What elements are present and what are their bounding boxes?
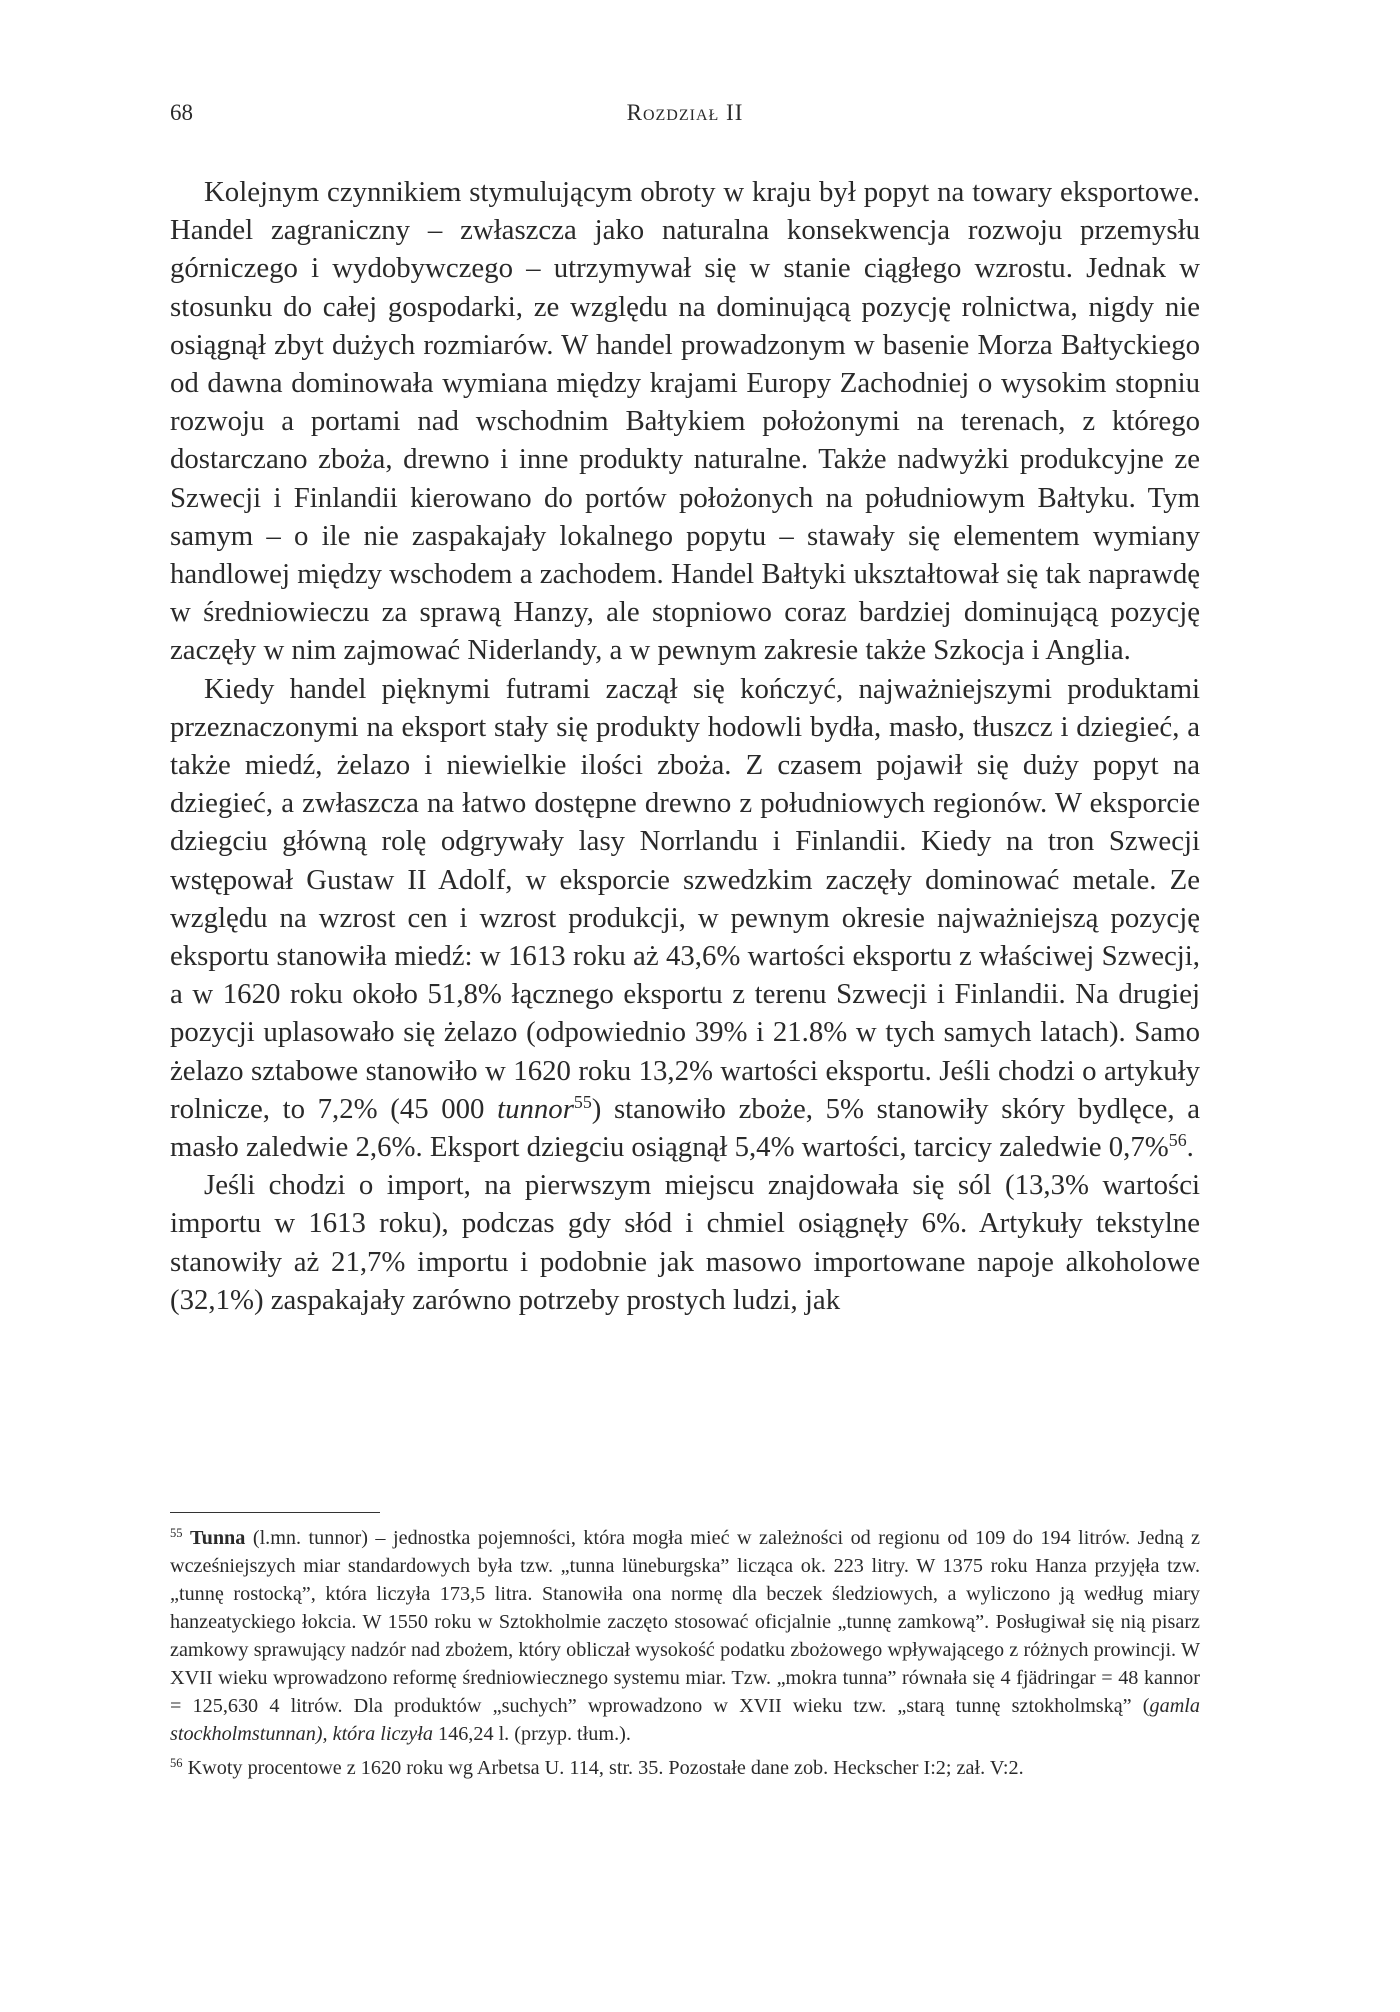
footnote-term: Tunna [189,1527,246,1549]
paragraph [170,670,1200,1167]
footnote-ref-56[interactable]: 56 [1168,1130,1187,1151]
paragraph-text: Jeśli chodzi o import, na pierwszym miejscu znajdowała się sól (13,3% wartości importu w 1613 roku), podczas gdy słód i chmiel osiągnęły 6%. Artykuły tekstylne stanowiły aż 21,7% importu i podobnie jak masowo importowane napoje alkoholowe (32,1%) zaspakajały zarówno potrzeby prostych ludzi, jak [170,1169,1200,1316]
paragraph [170,173,1200,670]
paragraph-text: Kolejnym czynnikiem stymulującym obroty w kraju był popyt na towary eksportowe. Handel zagraniczny – zwłaszcza jako naturalna konsekwencja rozwoju przemysłu górniczego i wydobywczego – utrzymywał się w stanie ciągłego wzrostu. Jednak w stosunku do całej gospodarki, ze względu na dominującą pozycję rolnictwa, nigdy nie osiągnął zbyt dużych rozmiarów. W handel prowadzonym w basenie Morza Bałtyckiego od dawna dominowała wymiana między krajami Europy Zachodniej o wysokim stopniu rozwoju a portami nad wschodnim Bałtykiem położonymi na terenach, z którego dostarczano zboża, drewno i inne produkty naturalne. Także nadwyżki produkcyjne ze Szwecji i Finlandii kierowano do portów położonych na południowym Bałtyku. Tym samym – o ile nie zaspakajały lokalnego popytu – stawały się elementem wymiany handlowej między wschodem a zachodem. Handel Bałtyki ukształtował się tak naprawdę w średniowieczu za sprawą Hanzy, ale stopniowo coraz bardziej dominującą pozycję zaczęły w nim zajmować Niderlandy, a w pewnym zakresie także Szkocja i Anglia. [170,176,1200,667]
footnote-text: Kwoty procentowe z 1620 roku wg Arbetsa U. 114, str. 35. Pozostałe dane zob. Heckscher I:2; zał. V:2. [182,1757,1024,1779]
footnote-56 [170,1754,1200,1782]
paragraph-text: Kiedy handel pięknymi futrami zaczął się kończyć, najważniejszymi produktami przeznaczonymi na eksport stały się produkty hodowli bydła, masło, tłuszcz i dziegieć, a także miedź, żelazo i niewielkie ilości zboża. Z czasem pojawił się duży popyt na dziegieć, a zwłaszcza na łatwo dostępne drewno z południowych regionów. W eksporcie dziegciu główną rolę odgrywały lasy Norrlandu i Finlandii. Kiedy na tron Szwecji wstępował Gustaw II Adolf, w eksporcie szwedzkim zaczęły dominować metale. Ze względu na wzrost cen i wzrost produkcji, w pewnym okresie najważniejszą pozycję eksportu stanowiła miedź: w 1613 roku aż 43,6% wartości eksportu z właściwej Szwecji, a w 1620 roku około 51,8% łącznego eksportu z terenu Szwecji i Finlandii. Na drugiej pozycji uplasowało się żelazo (odpowiednio 39% i 21.8% w tych samych latach). Samo żelazo sztabowe stanowiło w 1620 roku 13,2% wartości eksportu. Jeśli chodzi o artykuły rolnicze, to 7,2% (45 000 [170,672,1200,1125]
footnote-number: 55 [170,1526,183,1541]
footnote-separator [170,1512,380,1513]
paragraph [170,1166,1200,1319]
footnote-italic: gamla stockholmstunnan), która liczyła [170,1695,1200,1745]
footnote-ref-55[interactable]: 55 [573,1092,592,1113]
page-number: 68 [170,100,193,125]
italic-term: tunnor [497,1092,574,1125]
paragraph-text: ) stanowiło zboże, 5% stanowiły skóry bydlęce, a masło zaledwie 2,6%. Eksport dziegciu osiągnął 5,4% wartości, tarcicy zaledwie 0,7% [170,1092,1200,1164]
footnote-text: 146,24 l. (przyp. tłum.). [432,1723,631,1745]
page-header [170,100,1200,136]
footnote-number: 56 [170,1756,183,1771]
paragraph-text: . [1186,1131,1194,1164]
body-text [170,173,1200,1319]
footnote-55 [170,1524,1200,1748]
footnotes [170,1524,1200,1788]
footnote-text: (l.mn. tunnor) – jednostka pojemności, która mogła mieć w zależności od regionu od 109 do 194 litrów. Jedną z wcześniejszych miar standardowych była tzw. „tunna lüneburgska” licząca ok. 223 litry. W 1375 roku Hanza przyjęła tzw. „tunnę rostocką”, która liczyła 173,5 litra. Stanowiła ona normę dla beczek śledziowych, a wyliczono ją według miary hanzeatyckiego łokcia. W 1550 roku w Sztokholmie zaczęto stosować oficjalnie „tunnę zamkową”. Posługiwał się nią pisarz zamkowy sprawujący nadzór nad zbożem, który obliczał wysokość podatku zbożowego wpływającego z różnych prowincji. W XVII wieku wprowadzono reformę średniowiecznego systemu miar. Tzw. „mokra tunna” równała się 4 fjädringar = 48 kannor = 125,630 4 litrów. Dla produktów „suchych” wprowadzono w XVII wieku tzw. „starą tunnę sztokholmską” ( [170,1527,1200,1717]
running-head: Rozdział II [626,100,744,125]
